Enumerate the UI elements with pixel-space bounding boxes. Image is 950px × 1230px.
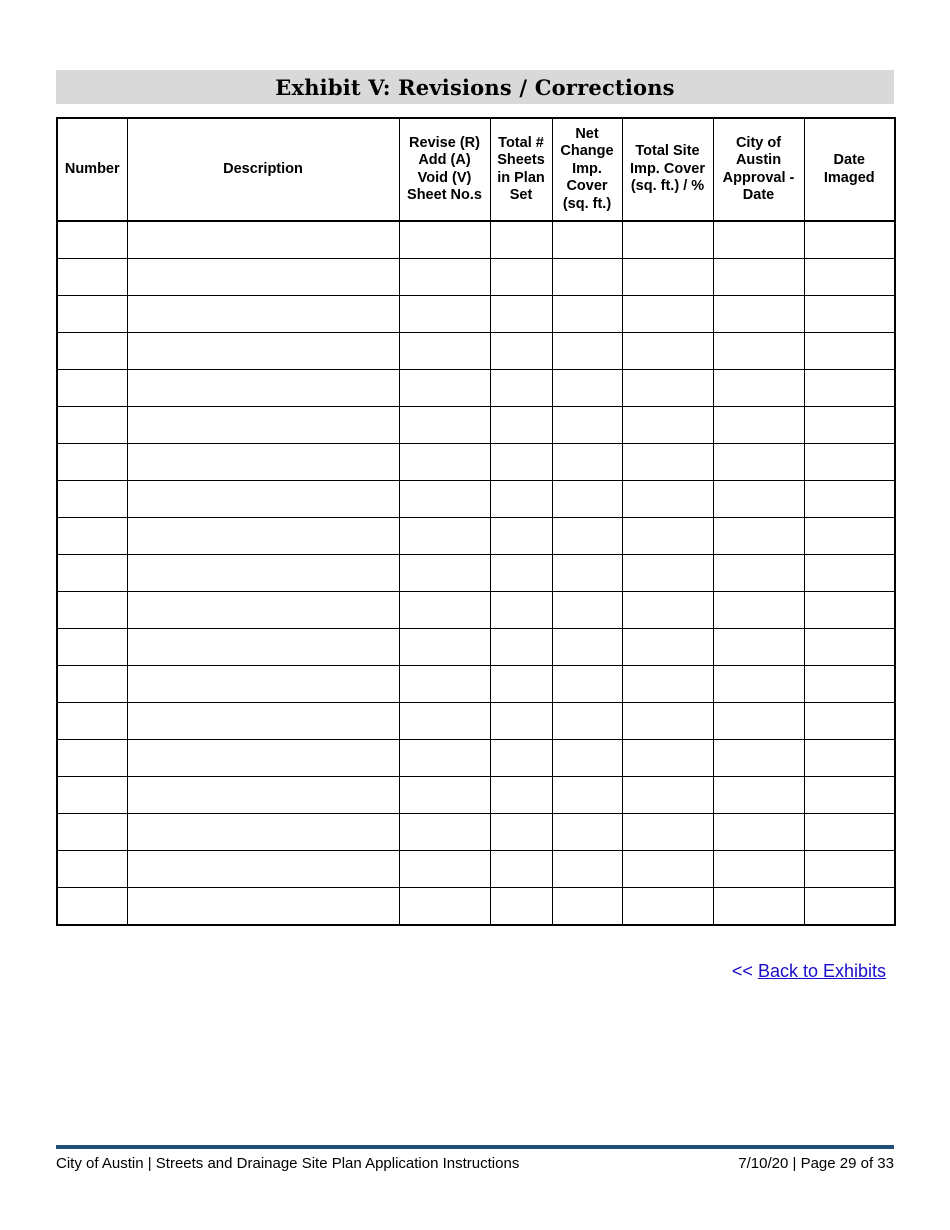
- table-cell-approval[interactable]: [713, 518, 804, 555]
- table-cell-approval[interactable]: [713, 333, 804, 370]
- table-cell-sheets[interactable]: [490, 555, 552, 592]
- table-cell-sheets[interactable]: [490, 814, 552, 851]
- table-row: [57, 814, 895, 851]
- table-cell-number[interactable]: [57, 481, 127, 518]
- column-header-label: Date Imaged: [823, 152, 875, 186]
- table-cell-total-site[interactable]: [622, 851, 713, 888]
- column-header-date-imaged: [804, 118, 895, 221]
- table-cell-approval[interactable]: [713, 851, 804, 888]
- table-cell-net-change[interactable]: [552, 814, 622, 851]
- table-cell-total-site[interactable]: [622, 444, 713, 481]
- table-cell-date-imaged[interactable]: [804, 777, 895, 814]
- table-cell-revise[interactable]: [399, 703, 490, 740]
- column-header-label: Total # Sheets in Plan Set: [497, 134, 545, 203]
- table-cell-number[interactable]: [57, 259, 127, 296]
- table-cell-revise[interactable]: [399, 666, 490, 703]
- table-header-row: [57, 118, 895, 221]
- table-cell-total-site[interactable]: [622, 481, 713, 518]
- table-cell-number[interactable]: [57, 296, 127, 333]
- table-cell-approval[interactable]: [713, 444, 804, 481]
- table-cell-total-site[interactable]: [622, 296, 713, 333]
- table-cell-date-imaged[interactable]: [804, 666, 895, 703]
- column-header-revise: [399, 118, 490, 221]
- table-cell-description[interactable]: [127, 444, 399, 481]
- table-cell-date-imaged[interactable]: [804, 481, 895, 518]
- table-cell-revise[interactable]: [399, 221, 490, 259]
- table-row: [57, 481, 895, 518]
- table-cell-sheets[interactable]: [490, 703, 552, 740]
- table-cell-date-imaged[interactable]: [804, 407, 895, 444]
- table-cell-revise[interactable]: [399, 444, 490, 481]
- footer-document-title: City of Austin | Streets and Drainage Site Plan Application Instructions: [56, 1155, 520, 1172]
- table-cell-approval[interactable]: [713, 814, 804, 851]
- column-header-label: City of Austin Approval - Date: [722, 134, 795, 203]
- table-cell-sheets[interactable]: [490, 888, 552, 926]
- table-cell-net-change[interactable]: [552, 259, 622, 296]
- table-cell-total-site[interactable]: [622, 555, 713, 592]
- table-cell-date-imaged[interactable]: [804, 555, 895, 592]
- table-cell-sheets[interactable]: [490, 481, 552, 518]
- table-cell-total-site[interactable]: [622, 777, 713, 814]
- table-cell-revise[interactable]: [399, 407, 490, 444]
- table-cell-date-imaged[interactable]: [804, 888, 895, 926]
- table-cell-description[interactable]: [127, 777, 399, 814]
- table-cell-description[interactable]: [127, 592, 399, 629]
- table-cell-revise[interactable]: [399, 629, 490, 666]
- table-cell-sheets[interactable]: [490, 666, 552, 703]
- table-cell-description[interactable]: [127, 703, 399, 740]
- table-cell-sheets[interactable]: [490, 259, 552, 296]
- footer-page-info: 7/10/20 | Page 29 of 33: [738, 1155, 894, 1172]
- table-cell-sheets[interactable]: [490, 296, 552, 333]
- table-cell-number[interactable]: [57, 814, 127, 851]
- table-cell-approval[interactable]: [713, 407, 804, 444]
- table-cell-date-imaged[interactable]: [804, 703, 895, 740]
- table-row: [57, 629, 895, 666]
- table-cell-revise[interactable]: [399, 333, 490, 370]
- table-cell-net-change[interactable]: [552, 333, 622, 370]
- table-cell-total-site[interactable]: [622, 333, 713, 370]
- table-cell-approval[interactable]: [713, 629, 804, 666]
- table-cell-description[interactable]: [127, 555, 399, 592]
- table-cell-net-change[interactable]: [552, 221, 622, 259]
- table-cell-description[interactable]: [127, 888, 399, 926]
- table-row: [57, 518, 895, 555]
- table-cell-net-change[interactable]: [552, 555, 622, 592]
- table-cell-sheets[interactable]: [490, 740, 552, 777]
- table-cell-approval[interactable]: [713, 221, 804, 259]
- column-header-sheets: [490, 118, 552, 221]
- column-header-label: Number: [64, 160, 120, 177]
- table-cell-number[interactable]: [57, 518, 127, 555]
- table-row: [57, 666, 895, 703]
- table-cell-description[interactable]: [127, 407, 399, 444]
- table-row: [57, 592, 895, 629]
- table-cell-total-site[interactable]: [622, 370, 713, 407]
- footer: [56, 1155, 894, 1172]
- table-cell-description[interactable]: [127, 814, 399, 851]
- column-header-description: [127, 118, 399, 221]
- table-cell-date-imaged[interactable]: [804, 518, 895, 555]
- table-body: [57, 221, 895, 925]
- table-row: [57, 259, 895, 296]
- table-cell-description[interactable]: [127, 518, 399, 555]
- table-cell-sheets[interactable]: [490, 370, 552, 407]
- table-cell-sheets[interactable]: [490, 444, 552, 481]
- table-row: [57, 407, 895, 444]
- table-row: [57, 296, 895, 333]
- table-cell-revise[interactable]: [399, 296, 490, 333]
- table-cell-revise[interactable]: [399, 888, 490, 926]
- table-cell-total-site[interactable]: [622, 666, 713, 703]
- table-cell-net-change[interactable]: [552, 481, 622, 518]
- column-header-approval: [713, 118, 804, 221]
- table-cell-description[interactable]: [127, 851, 399, 888]
- table-cell-net-change[interactable]: [552, 296, 622, 333]
- table-cell-date-imaged[interactable]: [804, 296, 895, 333]
- table-cell-total-site[interactable]: [622, 407, 713, 444]
- page-title: Exhibit V: Revisions / Corrections: [275, 74, 675, 100]
- column-header-total-site: [622, 118, 713, 221]
- table-cell-total-site[interactable]: [622, 221, 713, 259]
- table-cell-net-change[interactable]: [552, 518, 622, 555]
- table-row: [57, 221, 895, 259]
- back-to-exhibits-link[interactable]: Back to Exhibits: [757, 961, 886, 981]
- table-cell-number[interactable]: [57, 703, 127, 740]
- table-cell-total-site[interactable]: [622, 740, 713, 777]
- table-cell-net-change[interactable]: [552, 592, 622, 629]
- table-row: [57, 555, 895, 592]
- table-cell-date-imaged[interactable]: [804, 370, 895, 407]
- table-cell-net-change[interactable]: [552, 629, 622, 666]
- table-row: [57, 370, 895, 407]
- table-cell-total-site[interactable]: [622, 814, 713, 851]
- table-cell-approval[interactable]: [713, 740, 804, 777]
- table-cell-number[interactable]: [57, 370, 127, 407]
- table-row: [57, 851, 895, 888]
- table-cell-revise[interactable]: [399, 814, 490, 851]
- table-cell-number[interactable]: [57, 221, 127, 259]
- table-cell-revise[interactable]: [399, 259, 490, 296]
- table-cell-approval[interactable]: [713, 777, 804, 814]
- table-cell-approval[interactable]: [713, 296, 804, 333]
- table-cell-number[interactable]: [57, 851, 127, 888]
- back-link-container: [732, 961, 886, 982]
- table-cell-total-site[interactable]: [622, 888, 713, 926]
- footer-divider: [56, 1145, 894, 1149]
- table-cell-sheets[interactable]: [490, 407, 552, 444]
- table-cell-description[interactable]: [127, 740, 399, 777]
- table-row: [57, 703, 895, 740]
- table-cell-net-change[interactable]: [552, 370, 622, 407]
- table-cell-date-imaged[interactable]: [804, 333, 895, 370]
- column-header-label: Description: [223, 160, 303, 177]
- table-cell-total-site[interactable]: [622, 592, 713, 629]
- table-cell-net-change[interactable]: [552, 888, 622, 926]
- table-cell-net-change[interactable]: [552, 444, 622, 481]
- table-cell-revise[interactable]: [399, 555, 490, 592]
- table-cell-sheets[interactable]: [490, 629, 552, 666]
- table-cell-description[interactable]: [127, 333, 399, 370]
- table-cell-sheets[interactable]: [490, 777, 552, 814]
- column-header-net-change: [552, 118, 622, 221]
- table-cell-date-imaged[interactable]: [804, 259, 895, 296]
- table-cell-total-site[interactable]: [622, 629, 713, 666]
- table-cell-sheets[interactable]: [490, 851, 552, 888]
- table-cell-description[interactable]: [127, 259, 399, 296]
- table-cell-date-imaged[interactable]: [804, 221, 895, 259]
- table-cell-net-change[interactable]: [552, 851, 622, 888]
- table-cell-date-imaged[interactable]: [804, 444, 895, 481]
- table-cell-approval[interactable]: [713, 370, 804, 407]
- table-cell-net-change[interactable]: [552, 740, 622, 777]
- table-cell-number[interactable]: [57, 333, 127, 370]
- table-cell-approval[interactable]: [713, 592, 804, 629]
- table-cell-number[interactable]: [57, 555, 127, 592]
- table-cell-revise[interactable]: [399, 592, 490, 629]
- table-cell-approval[interactable]: [713, 666, 804, 703]
- table-row: [57, 888, 895, 926]
- table-cell-number[interactable]: [57, 444, 127, 481]
- table-cell-total-site[interactable]: [622, 703, 713, 740]
- table-row: [57, 740, 895, 777]
- table-cell-number[interactable]: [57, 407, 127, 444]
- table-cell-date-imaged[interactable]: [804, 740, 895, 777]
- table-cell-date-imaged[interactable]: [804, 629, 895, 666]
- column-header-label: Net Change Imp. Cover (sq. ft.): [560, 125, 614, 212]
- table-cell-description[interactable]: [127, 666, 399, 703]
- table-row: [57, 444, 895, 481]
- table-row: [57, 777, 895, 814]
- table-cell-date-imaged[interactable]: [804, 592, 895, 629]
- table-cell-number[interactable]: [57, 592, 127, 629]
- title-bar: [56, 70, 894, 104]
- table-cell-revise[interactable]: [399, 481, 490, 518]
- column-header-label: Total Site Imp. Cover (sq. ft.) / %: [630, 143, 705, 195]
- table-cell-description[interactable]: [127, 481, 399, 518]
- table-cell-revise[interactable]: [399, 740, 490, 777]
- table-cell-sheets[interactable]: [490, 333, 552, 370]
- table-cell-revise[interactable]: [399, 777, 490, 814]
- table-cell-sheets[interactable]: [490, 221, 552, 259]
- revisions-table: [56, 117, 896, 926]
- table-cell-approval[interactable]: [713, 555, 804, 592]
- table-cell-approval[interactable]: [713, 481, 804, 518]
- table-cell-net-change[interactable]: [552, 407, 622, 444]
- table-cell-total-site[interactable]: [622, 518, 713, 555]
- table-cell-date-imaged[interactable]: [804, 814, 895, 851]
- table-cell-description[interactable]: [127, 629, 399, 666]
- table-cell-sheets[interactable]: [490, 592, 552, 629]
- table-cell-net-change[interactable]: [552, 666, 622, 703]
- table-cell-revise[interactable]: [399, 851, 490, 888]
- back-prefix: <<: [731, 961, 753, 981]
- table-cell-total-site[interactable]: [622, 259, 713, 296]
- table-cell-approval[interactable]: [713, 259, 804, 296]
- table-cell-number[interactable]: [57, 777, 127, 814]
- table-cell-net-change[interactable]: [552, 703, 622, 740]
- table-cell-number[interactable]: [57, 888, 127, 926]
- table-row: [57, 333, 895, 370]
- table-cell-sheets[interactable]: [490, 518, 552, 555]
- table-cell-description[interactable]: [127, 296, 399, 333]
- column-header-number: [57, 118, 127, 221]
- table-cell-revise[interactable]: [399, 370, 490, 407]
- table-cell-approval[interactable]: [713, 703, 804, 740]
- table-cell-number[interactable]: [57, 666, 127, 703]
- table-cell-number[interactable]: [57, 740, 127, 777]
- table-cell-revise[interactable]: [399, 518, 490, 555]
- table-cell-approval[interactable]: [713, 888, 804, 926]
- column-header-label: Revise (R) Add (A) Void (V) Sheet No.s: [407, 134, 482, 203]
- table-cell-description[interactable]: [127, 221, 399, 259]
- table-cell-number[interactable]: [57, 629, 127, 666]
- table-cell-date-imaged[interactable]: [804, 851, 895, 888]
- table-cell-net-change[interactable]: [552, 777, 622, 814]
- table-cell-description[interactable]: [127, 370, 399, 407]
